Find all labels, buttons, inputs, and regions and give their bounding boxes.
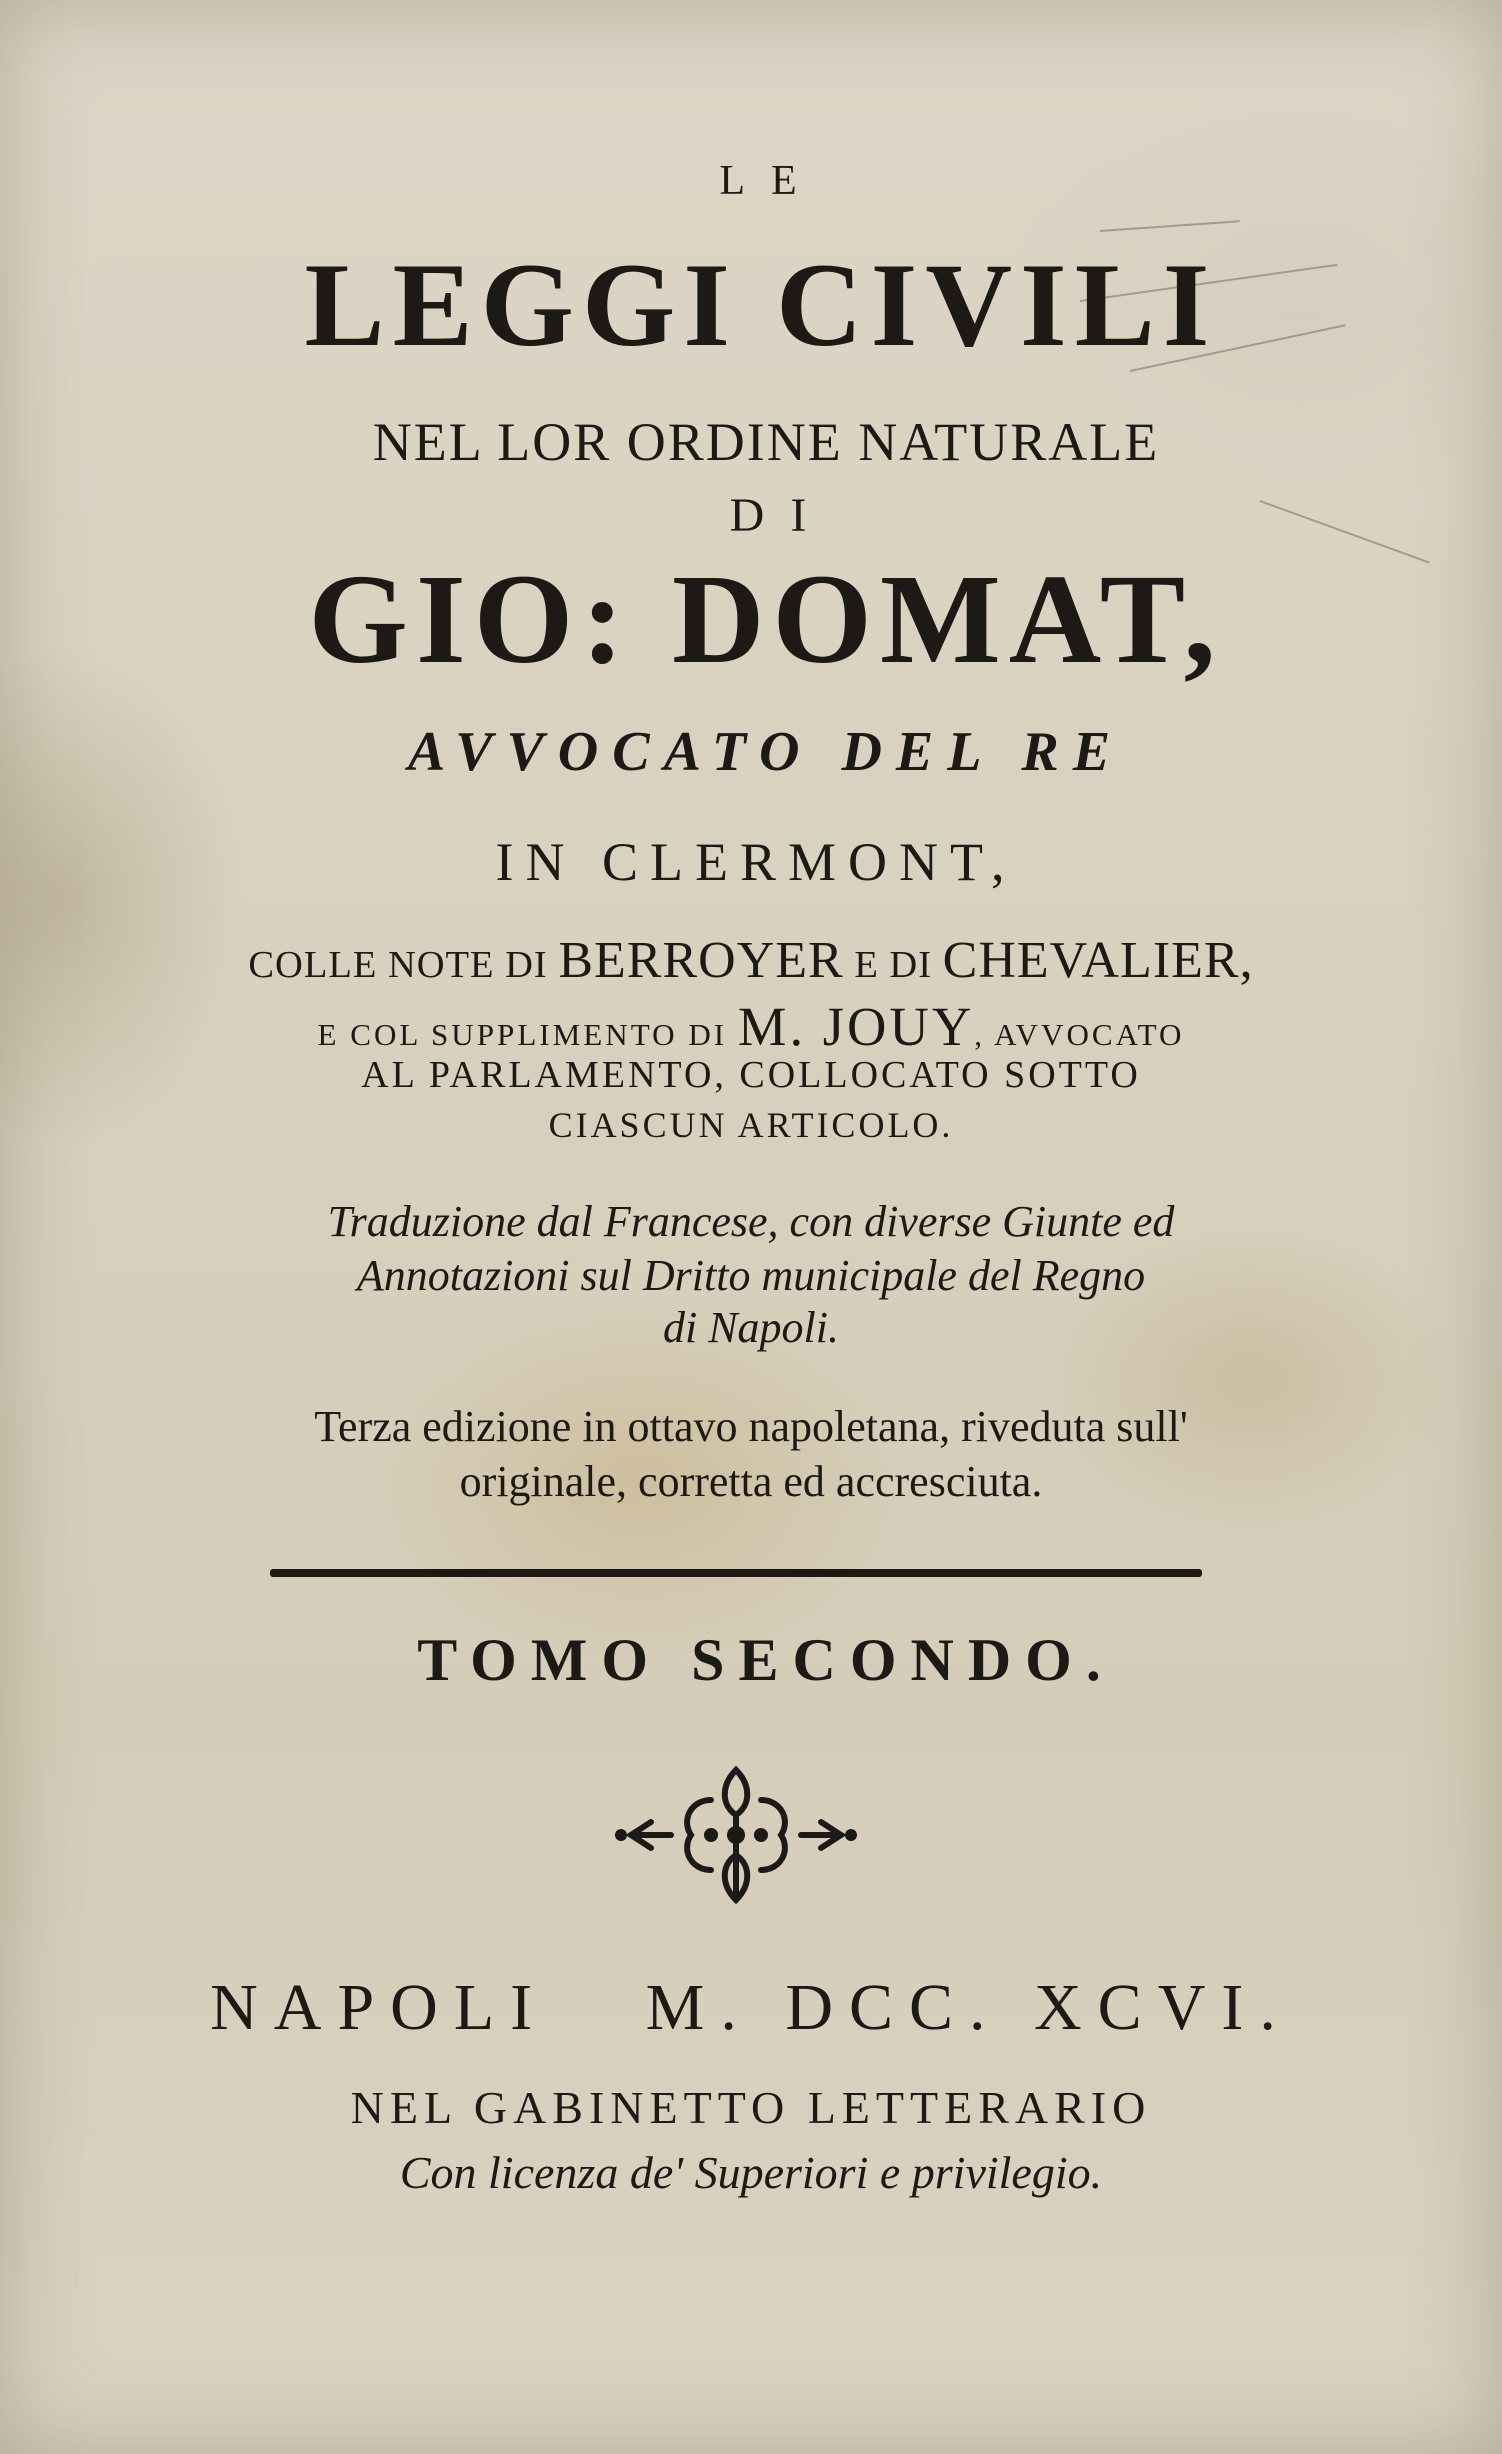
author-role: AVVOCATO DEL RE (407, 721, 1125, 783)
notes-line-2-part1: E COL SUPPLIMENTO DI (317, 1017, 738, 1052)
author-place: IN CLERMONT, (495, 832, 1017, 892)
notes-line-2-part2: , AVVOCATO (974, 1017, 1185, 1052)
translation-line: Annotazioni sul Dritto municipale del Regno (356, 1251, 1146, 1300)
notes-line-1 (0, 932, 1502, 989)
edition-line: Terza edizione in ottavo napoletana, riveduta sull' (314, 1402, 1188, 1451)
title-article: LE (719, 158, 823, 204)
imprint-printer: NEL GABINETTO LETTERARIO (350, 2082, 1152, 2133)
main-title: LEGGI CIVILI (304, 238, 1218, 371)
supplement-author: M. JOUY (737, 996, 975, 1057)
translation-line: Traduzione dal Francese, con diverse Giunte ed (327, 1197, 1175, 1246)
translation-line: di Napoli. (662, 1303, 840, 1352)
horizontal-rule (270, 1569, 1202, 1577)
annotator-berroyer: BERROYER (558, 932, 844, 989)
author-name: GIO: DOMAT, (308, 548, 1224, 690)
preposition-di: DI (729, 489, 833, 542)
volume-label: TOMO SECONDO. (417, 1627, 1115, 1693)
subtitle: NEL LOR ORDINE NATURALE (372, 412, 1160, 472)
imprint-place-date: NAPOLI M. DCC. XCVI. (210, 1971, 1292, 2044)
edition-line: originale, corretta ed accresciuta. (459, 1457, 1043, 1506)
notes-line-3: AL PARLAMENTO, COLLOCATO SOTTO (361, 1054, 1141, 1096)
notes-line-1-part2: E DI (843, 944, 943, 986)
notes-line-2 (0, 996, 1502, 1057)
imprint-license: Con licenza de' Superiori e privilegio. (399, 2147, 1103, 2198)
notes-line-4: CIASCUN ARTICOLO. (548, 1105, 954, 1145)
annotator-chevalier: CHEVALIER, (942, 932, 1254, 989)
fleuron-ornament-icon (611, 1760, 861, 1910)
paper-scratch (1100, 220, 1240, 232)
notes-line-1-part1: COLLE NOTE DI (248, 944, 559, 986)
